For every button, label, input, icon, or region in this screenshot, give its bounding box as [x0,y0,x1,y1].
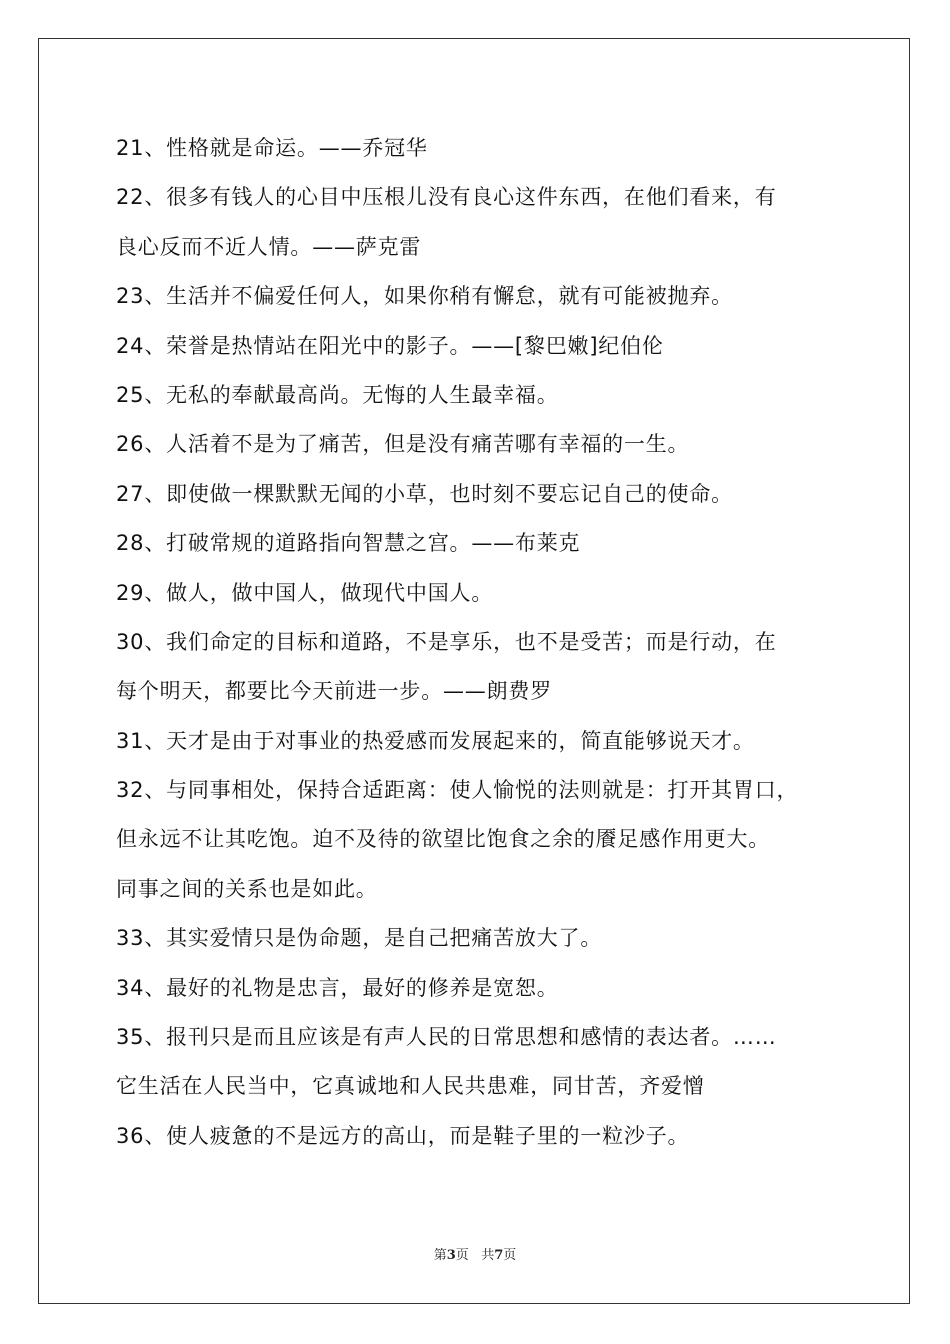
page-footer [0,1244,950,1263]
text-line: 34、最好的礼物是忠言，最好的修养是宽恕。 [116,975,559,1000]
text-line: 33、其实爱情只是伪命题，是自己把痛苦放大了。 [116,926,603,951]
text-line: 但永远不让其吃饱。迫不及待的欲望比饱食之余的餍足感作用更大。 [116,827,770,852]
text-line: 31、天才是由于对事业的热爱感而发展起来的，简直能够说天才。 [116,728,755,753]
page-number: 3 [446,1248,456,1263]
text-line: 35、报刊只是而且应该是有声人民的日常思想和感情的表达者。…… [116,1025,777,1050]
text-line: 它生活在人民当中，它真诚地和人民共患难，同甘苦，齐爱憎 [116,1074,705,1099]
text-line: 27、即使做一棵默默无闻的小草，也时刻不要忘记自己的使命。 [116,481,733,506]
text-line: 29、做人，做中国人，做现代中国人。 [116,580,494,605]
footer-total-prefix: 共 [481,1248,495,1263]
text-line: 同事之间的关系也是如此。 [116,876,378,901]
total-pages: 7 [494,1248,504,1263]
text-line: 30、我们命定的目标和道路，不是享乐，也不是受苦；而是行动，在 [116,629,777,654]
text-line: 21、性格就是命运。——乔冠华 [116,136,428,160]
text-line: 每个明天，都要比今天前进一步。——朗费罗 [116,679,552,704]
text-line: 26、人活着不是为了痛苦，但是没有痛苦哪有幸福的一生。 [116,432,690,457]
text-line: 23、生活并不偏爱任何人，如果你稍有懈怠，就有可能被抛弃。 [116,284,733,309]
footer-prefix: 第 [433,1248,447,1263]
text-line: 28、打破常规的道路指向智慧之宫。——布莱克 [116,531,581,556]
text-line: 22、很多有钱人的心目中压根儿没有良心这件东西，在他们看来，有 [116,185,777,210]
footer-page-suffix: 页 [455,1248,469,1263]
text-line: 25、无私的奉献最高尚。无悔的人生最幸福。 [116,382,559,407]
text-line: 24、荣誉是热情站在阳光中的影子。——[黎巴嫩]纪伯伦 [116,333,664,358]
text-line: 良心反而不近人情。——萨克雷 [116,234,422,259]
document-body [116,124,836,1161]
text-line: 32、与同事相处，保持合适距离：使人愉悦的法则就是：打开其胃口， [116,778,799,803]
text-line: 36、使人疲惫的不是远方的高山，而是鞋子里的一粒沙子。 [116,1123,690,1148]
footer-total-suffix: 页 [503,1248,517,1263]
